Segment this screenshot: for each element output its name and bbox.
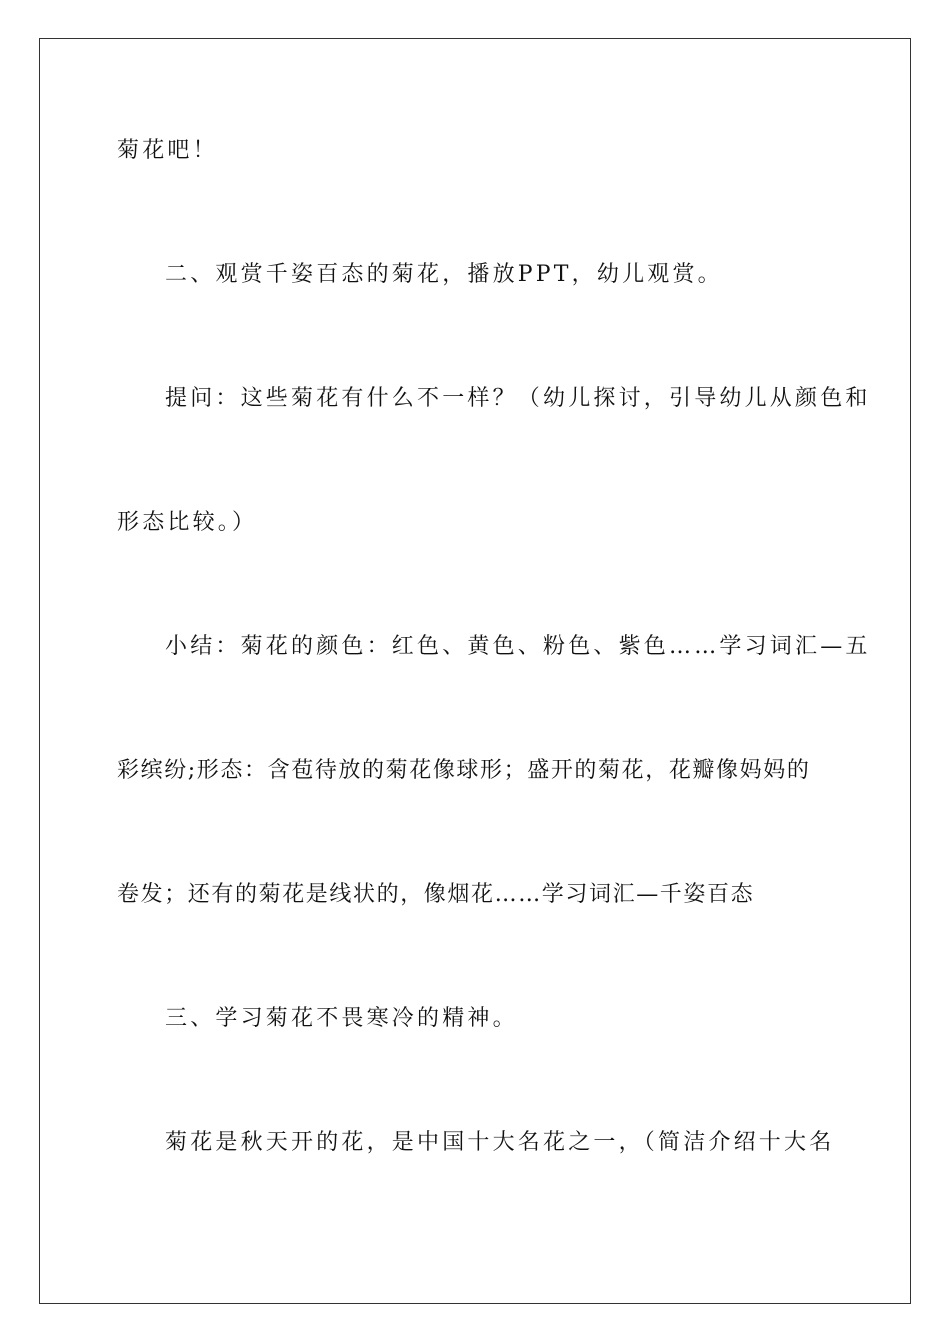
page-border	[39, 38, 911, 1304]
section-heading: 三、学习菊花不畏寒冷的精神。	[165, 1006, 518, 1031]
text-line: 彩缤纷;形态：含苞待放的菊花像球形；盛开的菊花，花瓣像妈妈的	[117, 758, 811, 783]
text-line: 提问：这些菊花有什么不一样？（幼儿探讨，引导幼儿从颜色和	[165, 386, 871, 411]
section-heading: 二、观赏千姿百态的菊花，播放PPT，幼儿观赏。	[165, 262, 723, 287]
text-line: 卷发；还有的菊花是线状的，像烟花……学习词汇—千姿百态	[117, 882, 755, 907]
text-line: 小结：菊花的颜色：红色、黄色、粉色、紫色……学习词汇—五	[165, 634, 871, 659]
text-line: 菊花吧！	[117, 138, 218, 163]
text-line: 形态比较。）	[117, 510, 258, 535]
text-line: 菊花是秋天开的花，是中国十大名花之一，（简洁介绍十大名	[165, 1130, 835, 1155]
